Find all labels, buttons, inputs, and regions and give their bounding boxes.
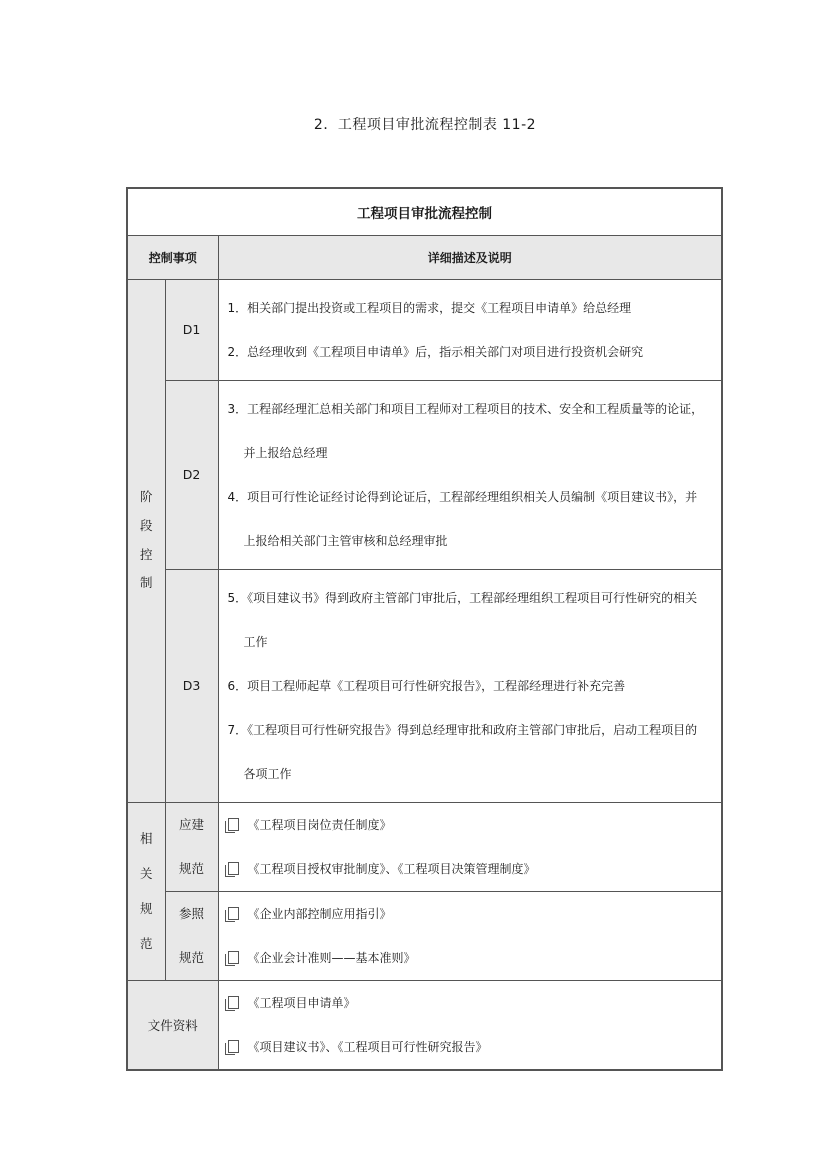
- related-norms-char: 范: [140, 936, 153, 951]
- required-norms-list: [218, 802, 722, 891]
- list-item: 7．《工程项目可行性研究报告》得到总经理审批和政府主管部门审批后，启动工程项目的 各项工作: [227, 722, 698, 781]
- list-item: 4．项目可行性论证经讨论得到论证后，工程部经理组织相关人员编制《项目建议书》，并 上报给相关部门主管审核和总经理审批: [227, 489, 698, 548]
- stage-code-d3: D3: [165, 569, 218, 802]
- stage-d2-description: [218, 380, 722, 569]
- document-icon: [228, 996, 239, 1009]
- list-item: 《工程项目申请单》: [219, 981, 722, 1025]
- norm-category-reference: 参照 规范: [165, 891, 218, 980]
- list-item: 《工程项目岗位责任制度》: [219, 803, 722, 847]
- list-item: 《工程项目授权审批制度》、《工程项目决策管理制度》: [219, 847, 722, 891]
- files-label: 文件资料: [127, 980, 218, 1070]
- stage-code-d2: D2: [165, 380, 218, 569]
- related-norms-char: 关: [140, 866, 153, 881]
- list-item: 3．工程部经理汇总相关部门和项目工程师对工程项目的技术、安全和工程质量等的论证， 并上报给总经理: [227, 401, 704, 460]
- document-icon: [228, 862, 239, 875]
- table-title: 工程项目审批流程控制: [127, 188, 722, 235]
- list-item: 2．总经理收到《工程项目申请单》后，指示相关部门对项目进行投资机会研究: [227, 344, 644, 359]
- stage-control-label: [127, 279, 165, 802]
- stage-control-char: 阶: [140, 489, 153, 504]
- document-icon: [228, 907, 239, 920]
- approval-control-table: [126, 187, 723, 1071]
- list-item: 《企业会计准则——基本准则》: [219, 936, 722, 980]
- document-icon: [228, 951, 239, 964]
- stage-control-char: 制: [140, 575, 153, 591]
- list-item: 5．《项目建议书》得到政府主管部门审批后，工程部经理组织工程项目可行性研究的相关 工作: [227, 590, 698, 649]
- related-norms-char: 相: [140, 831, 153, 846]
- related-norms-char: 规: [140, 901, 153, 916]
- stage-control-char: 段: [140, 517, 153, 533]
- files-list: [218, 980, 722, 1070]
- header-control-items: 控制事项: [127, 235, 218, 279]
- list-item: 《项目建议书》、《工程项目可行性研究报告》: [219, 1025, 722, 1069]
- document-title: 2．工程项目审批流程控制表 11-2: [313, 117, 537, 133]
- document-icon: [228, 818, 239, 831]
- related-norms-label: [127, 802, 165, 980]
- list-item: 6．项目工程师起草《工程项目可行性研究报告》，工程部经理进行补充完善: [227, 678, 626, 693]
- list-item: 1．相关部门提出投资或工程项目的需求，提交《工程项目申请单》给总经理: [227, 300, 632, 315]
- header-description: 详细描述及说明: [218, 235, 722, 279]
- stage-d1-description: [218, 279, 722, 380]
- reference-norms-list: [218, 891, 722, 980]
- list-item: 《企业内部控制应用指引》: [219, 892, 722, 936]
- stage-d3-description: [218, 569, 722, 802]
- stage-control-char: 控: [140, 546, 153, 562]
- stage-code-d1: D1: [165, 279, 218, 380]
- norm-category-required: 应建 规范: [165, 802, 218, 891]
- document-icon: [228, 1040, 239, 1053]
